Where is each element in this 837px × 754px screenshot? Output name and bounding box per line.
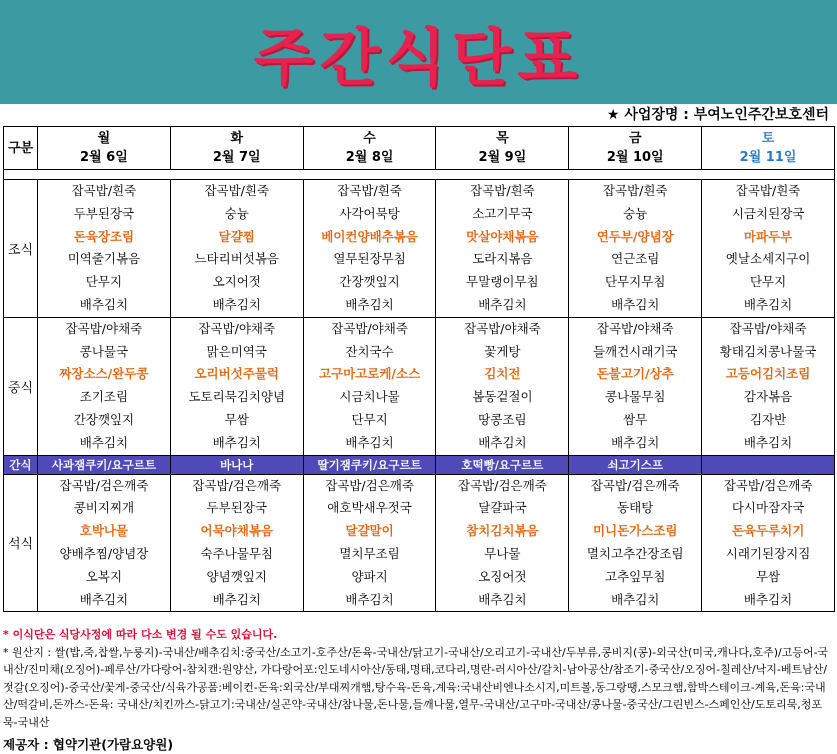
- menu-item: 무쌈: [755, 568, 781, 584]
- meal-label-breakfast: 조식: [4, 180, 38, 318]
- menu-item: 오복지: [85, 568, 123, 584]
- menu-item: 도라지볶음: [472, 251, 533, 267]
- snack-cell: 바나나: [170, 455, 303, 474]
- provider-label: 제공자 : 협약기관(가람요양원): [3, 737, 174, 752]
- menu-item: 두부된장국: [73, 205, 135, 221]
- menu-item: 배추김치: [611, 434, 660, 450]
- menu-item: 시금치된장국: [731, 205, 805, 221]
- menu-item: 잡곡밥/야채죽: [198, 320, 276, 336]
- menu-item: 배추김치: [743, 296, 793, 312]
- menu-item: 숭늉: [623, 205, 648, 221]
- breakfast-cell: [38, 180, 171, 318]
- menu-item: 잡곡밥/야채죽: [729, 320, 807, 336]
- day-header-wed: 수 2월 8일: [303, 127, 436, 170]
- lunch-cell: [702, 317, 835, 455]
- menu-item: 배추김치: [212, 296, 261, 312]
- menu-item: 멸치무조림: [339, 545, 400, 561]
- menu-item: 잡곡밥/흰죽: [71, 183, 137, 198]
- lunch-cell: [436, 317, 569, 455]
- menu-item: 황태김치콩나물국: [719, 343, 817, 359]
- menu-item: 배추김치: [743, 434, 793, 450]
- menu-item: 배추김치: [212, 434, 261, 450]
- menu-item: 연근조림: [611, 251, 660, 267]
- menu-item: 무말랭이무침: [466, 274, 539, 290]
- weekly-menu-table: [3, 126, 835, 612]
- menu-item: 잡곡밥/흰죽: [204, 183, 270, 198]
- menu-item: 달걀말이: [345, 523, 394, 539]
- menu-item: 잡곡밥/흰죽: [602, 183, 668, 198]
- menu-item: 열무된장무침: [333, 251, 406, 267]
- menu-item: 느타리버섯볶음: [194, 251, 279, 267]
- meal-label-lunch: 중식: [4, 317, 38, 455]
- menu-item: 단무지: [351, 411, 388, 427]
- menu-item: 배추김치: [611, 296, 660, 312]
- dinner-cell: [569, 474, 702, 612]
- menu-item: 잡곡밥/흰죽: [735, 183, 801, 198]
- menu-item: 배추김치: [345, 434, 394, 450]
- menu-item: 연두부/양념장: [596, 228, 674, 244]
- menu-item: 단무지: [85, 274, 123, 290]
- menu-item: 잡곡밥/야채죽: [65, 320, 143, 336]
- menu-item: 김자반: [749, 411, 787, 427]
- menu-item: 잡곡밥/검은깨죽: [458, 477, 547, 493]
- dinner-cell: [170, 474, 303, 612]
- snack-cell: 딸기잼쿠키/요구르트: [303, 455, 436, 474]
- menu-item: 도토리묵김치양념: [188, 389, 286, 405]
- menu-item: 맛살야채볶음: [466, 228, 539, 244]
- menu-item: 어묵야채볶음: [200, 523, 273, 539]
- menu-item: 배추김치: [345, 591, 394, 607]
- lunch-cell: [303, 317, 436, 455]
- menu-item: 사각어묵탕: [339, 205, 400, 221]
- menu-item: 고구마고로케/소스: [318, 366, 421, 382]
- menu-item: 배추김치: [79, 296, 129, 312]
- menu-item: 배추김치: [478, 296, 527, 312]
- menu-item: 단무지무침: [605, 274, 666, 290]
- menu-item: 배추김치: [611, 591, 660, 607]
- menu-item: 잔치국수: [345, 343, 394, 359]
- dinner-row: [4, 474, 835, 612]
- origin-notice: * 원산지 : 쌀(밥,죽,찹쌀,누룽지)-국내산/배추김치:중국산/소고기-호주산/돈육-국내산/닭고기-국내산/오리고기-국내산/두부류,콩비지(콩)-외국산(미국,캐나다,호주)/고등어-국내산/진미채(오징어)-페루산/가다랑어-참치캔:원양산, 가다랑어포:인도네시아산/동태,명태,코다리,명란-러시아산/갈치-남아공산/참조기-중국산/오징어-칠레산/낙지-베트남산/젓갈(오징어)-중국산/꽃게-중국산/식육가공품:베이컨-돈육:외국산/부대찌개햄,탕수육-돈육,계육:국내산비엔나소시지,미트볼,동그랑땡,스모크햄,함박스테이크-계육,돈육:국내산/떡갈비,돈까스-돈육: 국내산/치킨까스-닭고기:국내산/실곤약-국내산/참나물,돈나물,들깨나물,열무-국내산/고구마-국내산/콩나물-중국산/그린빈스-스페인산/도토리묵,청포묵-국내산: [3, 645, 829, 729]
- menu-item: 짜장소스/완두콩: [59, 366, 149, 382]
- breakfast-cell: [702, 180, 835, 318]
- menu-item: 숭늉: [224, 205, 249, 221]
- menu-item: 땅콩조림: [478, 411, 527, 427]
- lunch-row: [4, 317, 835, 455]
- menu-item: 애호박새우젓국: [327, 500, 412, 516]
- breakfast-cell: [569, 180, 702, 318]
- day-header-mon: 월 2월 6일: [38, 127, 171, 170]
- menu-item: 잡곡밥/야채죽: [464, 320, 541, 336]
- snack-cell: [702, 455, 835, 474]
- lunch-cell: [569, 317, 702, 455]
- day-header-sat: 토 2월 11일: [702, 127, 835, 170]
- menu-item: 마파두부: [743, 228, 793, 244]
- meal-label-dinner: 석식: [4, 474, 38, 612]
- menu-item: 돈육장조림: [73, 228, 135, 244]
- menu-item: 돈불고기/상추: [596, 366, 674, 382]
- page-title: 주간식단표: [253, 20, 584, 94]
- menu-item: 고추잎무침: [605, 568, 666, 584]
- dinner-cell: [303, 474, 436, 612]
- menu-item: 잡곡밥/검은깨죽: [59, 477, 149, 493]
- menu-item: 콩비지찌개: [73, 500, 135, 516]
- menu-item: 들깨건시래기국: [592, 343, 678, 359]
- menu-item: 배추김치: [478, 591, 527, 607]
- breakfast-cell: [436, 180, 569, 318]
- menu-item: 잡곡밥/야채죽: [331, 320, 408, 336]
- menu-item: 고등어김치조림: [725, 366, 811, 382]
- snack-cell: 호떡빵/요구르트: [436, 455, 569, 474]
- menu-item: 미역줄기볶음: [67, 251, 141, 267]
- snack-cell: 사과잼쿠키/요구르트: [38, 455, 171, 474]
- menu-item: 잡곡밥/흰죽: [337, 183, 402, 198]
- menu-item: 무나물: [484, 545, 521, 561]
- breakfast-row: [4, 180, 835, 318]
- day-header-fri: 금 2월 10일: [569, 127, 702, 170]
- spacer-row: [4, 170, 835, 180]
- menu-item: 소고기무국: [472, 205, 533, 221]
- menu-item: 시래기된장지짐: [725, 545, 811, 561]
- menu-item: 멸치고추간장조림: [586, 545, 684, 561]
- day-header-tue: 화 2월 7일: [170, 127, 303, 170]
- menu-item: 달걀파국: [478, 500, 527, 516]
- menu-item: 숙주나물무침: [200, 545, 273, 561]
- meal-label-snack: 간식: [4, 455, 38, 474]
- menu-item: 봄동겉절이: [472, 389, 533, 405]
- menu-item: 감자볶음: [743, 389, 793, 405]
- menu-item: 김치전: [484, 366, 521, 382]
- menu-item: 꽃게탕: [484, 343, 521, 359]
- lunch-cell: [170, 317, 303, 455]
- dinner-cell: [702, 474, 835, 612]
- breakfast-cell: [303, 180, 436, 318]
- menu-item: 양파지: [351, 568, 388, 584]
- menu-item: 잡곡밥/야채죽: [596, 320, 674, 336]
- menu-item: 달걀찜: [218, 228, 255, 244]
- menu-item: 베이컨양배추볶음: [321, 228, 418, 244]
- menu-item: 잡곡밥/검은깨죽: [590, 477, 680, 493]
- menu-item: 참치김치볶음: [466, 523, 539, 539]
- menu-item: 양배추찜/양념장: [59, 545, 149, 561]
- menu-item: 잡곡밥/흰죽: [470, 183, 535, 198]
- menu-item: 다시마잠자국: [731, 500, 805, 516]
- menu-item: 배추김치: [79, 434, 129, 450]
- breakfast-cell: [170, 180, 303, 318]
- menu-item: 무쌈: [224, 411, 249, 427]
- category-header: 구분: [4, 127, 38, 170]
- title-banner: [0, 0, 837, 104]
- menu-item: 배추김치: [743, 591, 793, 607]
- menu-item: 배추김치: [478, 434, 527, 450]
- menu-item: 간장깻잎지: [73, 411, 135, 427]
- menu-item: 오징어젓: [478, 568, 527, 584]
- dinner-cell: [436, 474, 569, 612]
- menu-item: 시금치나물: [339, 389, 400, 405]
- menu-item: 맑은미역국: [206, 343, 267, 359]
- snack-cell: 쇠고기스프: [569, 455, 702, 474]
- day-header-thu: 목 2월 9일: [436, 127, 569, 170]
- menu-item: 호박나물: [79, 523, 129, 539]
- menu-item: 돈육두루치기: [731, 523, 805, 539]
- menu-item: 조기조림: [79, 389, 129, 405]
- menu-item: 옛날소세지구이: [725, 251, 811, 267]
- notes-section: [3, 626, 835, 731]
- lunch-cell: [38, 317, 171, 455]
- operator-name: ★ 사업장명 : 부여노인주간보호센터: [606, 107, 829, 123]
- menu-item: 양념깻잎지: [206, 568, 267, 584]
- menu-item: 쌈무: [623, 411, 648, 427]
- menu-item: 배추김치: [345, 296, 394, 312]
- menu-item: 동태탕: [617, 500, 654, 516]
- change-notice: * 이식단은 식당사정에 따라 다소 변경 될 수도 있습니다.: [3, 628, 278, 641]
- menu-item: 간장깻잎지: [339, 274, 400, 290]
- snack-row: [4, 455, 835, 474]
- menu-item: 배추김치: [79, 591, 129, 607]
- menu-item: 잡곡밥/검은깨죽: [723, 477, 813, 493]
- dinner-cell: [38, 474, 171, 612]
- menu-item: 오지어젓: [212, 274, 261, 290]
- menu-item: 두부된장국: [206, 500, 267, 516]
- menu-item: 배추김치: [212, 591, 261, 607]
- menu-item: 단무지: [749, 274, 787, 290]
- menu-item: 미니돈가스조림: [592, 523, 678, 539]
- menu-item: 콩나물무침: [605, 389, 666, 405]
- menu-item: 오리버섯주물럭: [194, 366, 279, 382]
- menu-item: 잡곡밥/검은깨죽: [192, 477, 282, 493]
- menu-item: 잡곡밥/검은깨죽: [325, 477, 414, 493]
- menu-item: 콩나물국: [79, 343, 129, 359]
